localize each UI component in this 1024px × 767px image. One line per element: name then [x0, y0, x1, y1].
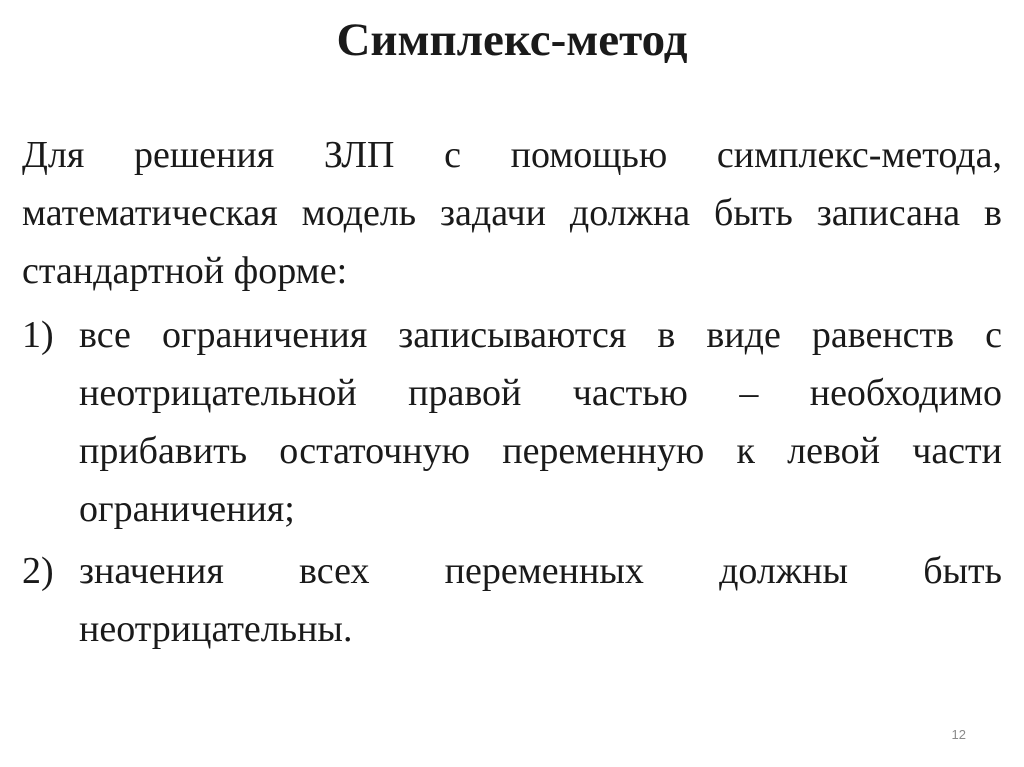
slide-body: [22, 126, 1002, 662]
list-item: [22, 542, 1002, 658]
list-marker: 2): [22, 550, 54, 592]
list-marker: 1): [22, 314, 54, 356]
list-item-text: все ограничения записываются в виде равенств с неотрицательной правой частью – необходимо прибавить остаточную переменную к левой части ограничения;: [79, 314, 1002, 530]
list-item: [22, 306, 1002, 538]
page-number: 12: [951, 727, 966, 742]
slide-title: Симплекс-метод: [336, 14, 688, 66]
requirements-list: [22, 306, 1002, 658]
list-item-text: значения всех переменных должны быть неотрицательны.: [79, 550, 1002, 650]
intro-paragraph: Для решения ЗЛП с помощью симплекс-метода, математическая модель задачи должна быть записана в стандартной форме:: [22, 134, 1002, 292]
